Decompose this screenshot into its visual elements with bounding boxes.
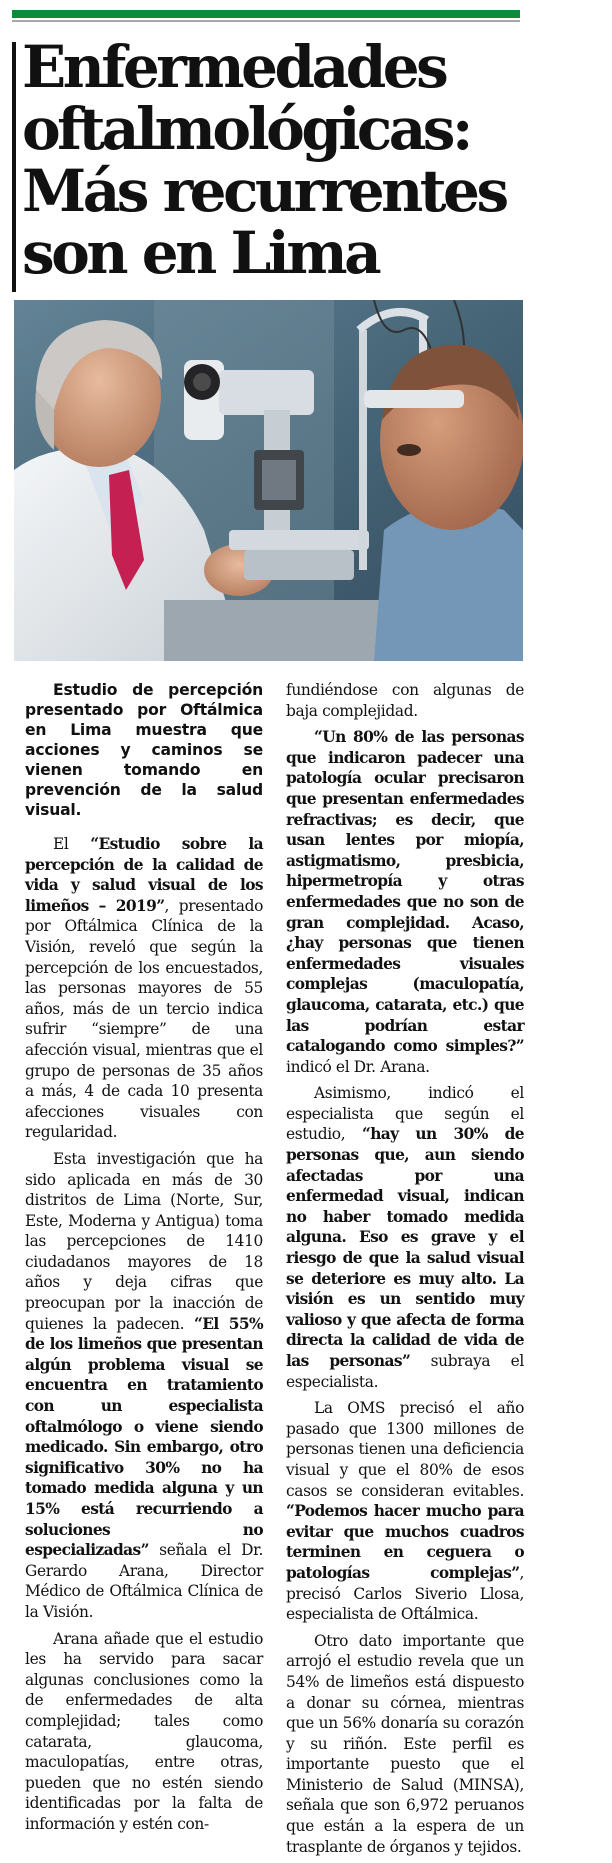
- top-green-rule: [12, 10, 520, 18]
- article-column-left: [25, 680, 263, 1841]
- headline-line-3: Más recurrentes: [22, 157, 506, 225]
- text-span: Esta investigación que ha sido aplicada en más de 30 distritos de Lima (Norte, Sur, Este, Moderna y Antigua) toma las percepciones de 1410 ciudadanos mayores de 18 años y deja cifras que preocupan por la inacción de quienes la padecen.: [25, 1149, 263, 1333]
- paragraph: [25, 1149, 263, 1623]
- text-span: El: [53, 835, 91, 853]
- bold-quote: “Podemos hacer mucho para evitar que muchos cuadros terminen en ceguera o patologías complejas”: [286, 1502, 524, 1582]
- headline-line-1: Enfermedades: [22, 33, 446, 101]
- text-span: , presentado por Oftálmica Clínica de la Visión, reveló que según la percepción de los encuestados, las personas mayores de 55 años, más de un tercio indica sufrir “siempre” de una afección visual, mientras que el grupo de personas de 35 años a más, 4 de cada 10 presenta afecciones visuales con regularidad.: [25, 896, 263, 1142]
- paragraph: [286, 1398, 524, 1625]
- bold-quote: “Un 80% de las personas que indicaron padecer una patología ocular precisaron que presentan enfermedades refractivas; es decir, que usan lentes por miopía, astigmatismo, presbicia, hipermetropía y otras enfermedades que no son de gran complejidad. Acaso, ¿hay personas que tienen enfermedades visuales complejas (maculopatía, glaucoma, catarata, etc.) que las podrían estar catalogando como simples?”: [286, 728, 524, 1056]
- bold-quote: “Estudio sobre la percepción de la calidad de vida y salud visual de los limeños – 2019”: [25, 835, 263, 915]
- paragraph: Otro dato importante que arrojó el estudio revela que un 54% de limeños está dispuesto a donar su córnea, mientras que un 56% donaría su corazón y su riñón. Este perfil es importante puesto que el Ministerio de Salud (MINSA), señala que son 6,972 peruanos que están a la espera de un trasplante de órganos y tejidos.: [286, 1631, 524, 1856]
- text-span: , precisó Carlos Siverio Llosa, especialista de Oftálmica.: [286, 1563, 524, 1624]
- paragraph: Arana añade que el estudio les ha servido para sacar algunas conclusiones como la de enfermedades de alta complejidad; tales como catarata, glaucoma, maculopatías, entre otras, pueden que no estén siendo identificadas por la falta de información y estén con-: [25, 1629, 263, 1833]
- paragraph: [25, 834, 263, 1143]
- text-span: La OMS precisó el año pasado que 1300 millones de personas tienen una deficiencia visual y que el 80% de esos casos se consideran evitables.: [286, 1399, 524, 1500]
- eye-exam-photo-icon: [14, 300, 523, 661]
- bold-quote: “hay un 30% de personas que, aun siendo afectadas por una enfermedad visual, indican no haber tomado medida alguna. Eso es grave y el riesgo de que la salud visual se deteriore es muy alto. La visión es un sentido muy valioso y que afecta de forma directa la calidad de vida de las personas”: [286, 1125, 525, 1370]
- top-grey-rule: [12, 20, 520, 22]
- text-span: subraya el especialista.: [286, 1352, 524, 1391]
- paragraph: fundiéndose con algunas de baja complejidad.: [286, 681, 524, 720]
- bold-quote: “El 55% de los limeños que presentan algún problema visual se encuentra en tratamiento con un especialista oftalmólogo o viene siendo medicado. Sin embargo, otro significativo 30% no ha tomado medida alguna y un 15% está recurriendo a soluciones no especializadas”: [25, 1314, 263, 1560]
- headline-accent-bar: [12, 42, 16, 292]
- headline-line-2: oftalmológicas:: [22, 95, 470, 163]
- article-column-right: [286, 680, 524, 1863]
- paragraph: [286, 727, 524, 1077]
- headline-line-4: son en Lima: [22, 219, 379, 287]
- article-lead: Estudio de percepción presentado por Oftálmica en Lima muestra que acciones y caminos se vienen tomando en prevención de la salud visual.: [25, 681, 263, 819]
- headline: [22, 33, 522, 287]
- text-span: indicó el Dr. Arana.: [286, 1057, 430, 1076]
- paragraph: [286, 1083, 524, 1392]
- text-span: Asimismo, indicó el especialista que según el estudio,: [286, 1084, 524, 1144]
- eye-exam-photo: [14, 300, 523, 661]
- text-span: señala el Dr. Gerardo Arana, Director Médico de Oftálmica Clínica de la Visión.: [25, 1541, 263, 1621]
